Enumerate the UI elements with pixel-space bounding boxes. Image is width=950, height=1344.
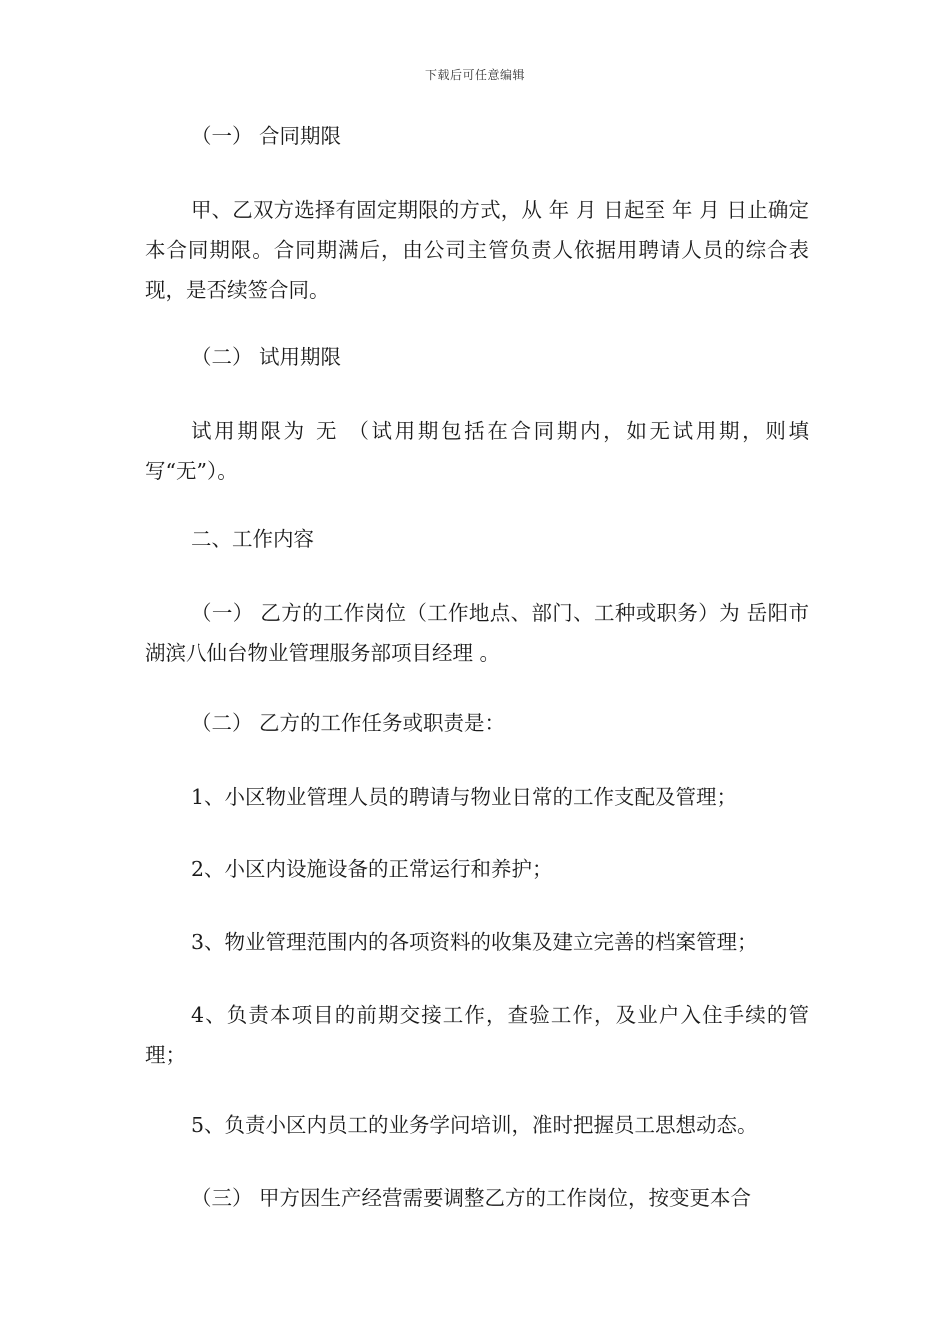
duty-item-2: 2、小区内设施设备的正常运行和养护； xyxy=(191,857,553,881)
section-contract-term-heading: （一） 合同期限 xyxy=(191,124,342,148)
job-position-paragraph: （一） 乙方的工作岗位（工作地点、部门、工种或职务）为 岳阳市湖滨八仙台物业管理服务部项目经理 。 xyxy=(145,601,809,665)
probation-paragraph: 试用期限为 无 （试用期包括在合同期内，如无试用期，则填写“无”）。 xyxy=(145,419,809,483)
job-duties-heading: （二） 乙方的工作任务或职责是： xyxy=(191,711,506,735)
duty-item-4: 4、负责本项目的前期交接工作，查验工作，及业户入住手续的管理； xyxy=(145,1003,809,1067)
contract-term-paragraph: 甲、乙双方选择有固定期限的方式，从 年 月 日起至 年 月 日止确定本合同期限。合同期满后，由公司主管负责人依据用聘请人员的综合表现，是否续签合同。 xyxy=(145,198,809,302)
duty-item-3: 3、物业管理范围内的各项资料的收集及建立完善的档案管理； xyxy=(191,930,758,954)
duty-item-5: 5、负责小区内员工的业务学问培训，准时把握员工思想动态。 xyxy=(191,1113,758,1137)
duty-item-1: 1、小区物业管理人员的聘请与物业日常的工作支配及管理； xyxy=(191,785,738,809)
page-header: 下载后可任意编辑 xyxy=(424,68,525,82)
section-work-content-heading: 二、工作内容 xyxy=(191,527,314,551)
section-probation-heading: （二） 试用期限 xyxy=(191,345,342,369)
position-adjustment-paragraph: （三） 甲方因生产经营需要调整乙方的工作岗位，按变更本合 xyxy=(191,1186,752,1210)
